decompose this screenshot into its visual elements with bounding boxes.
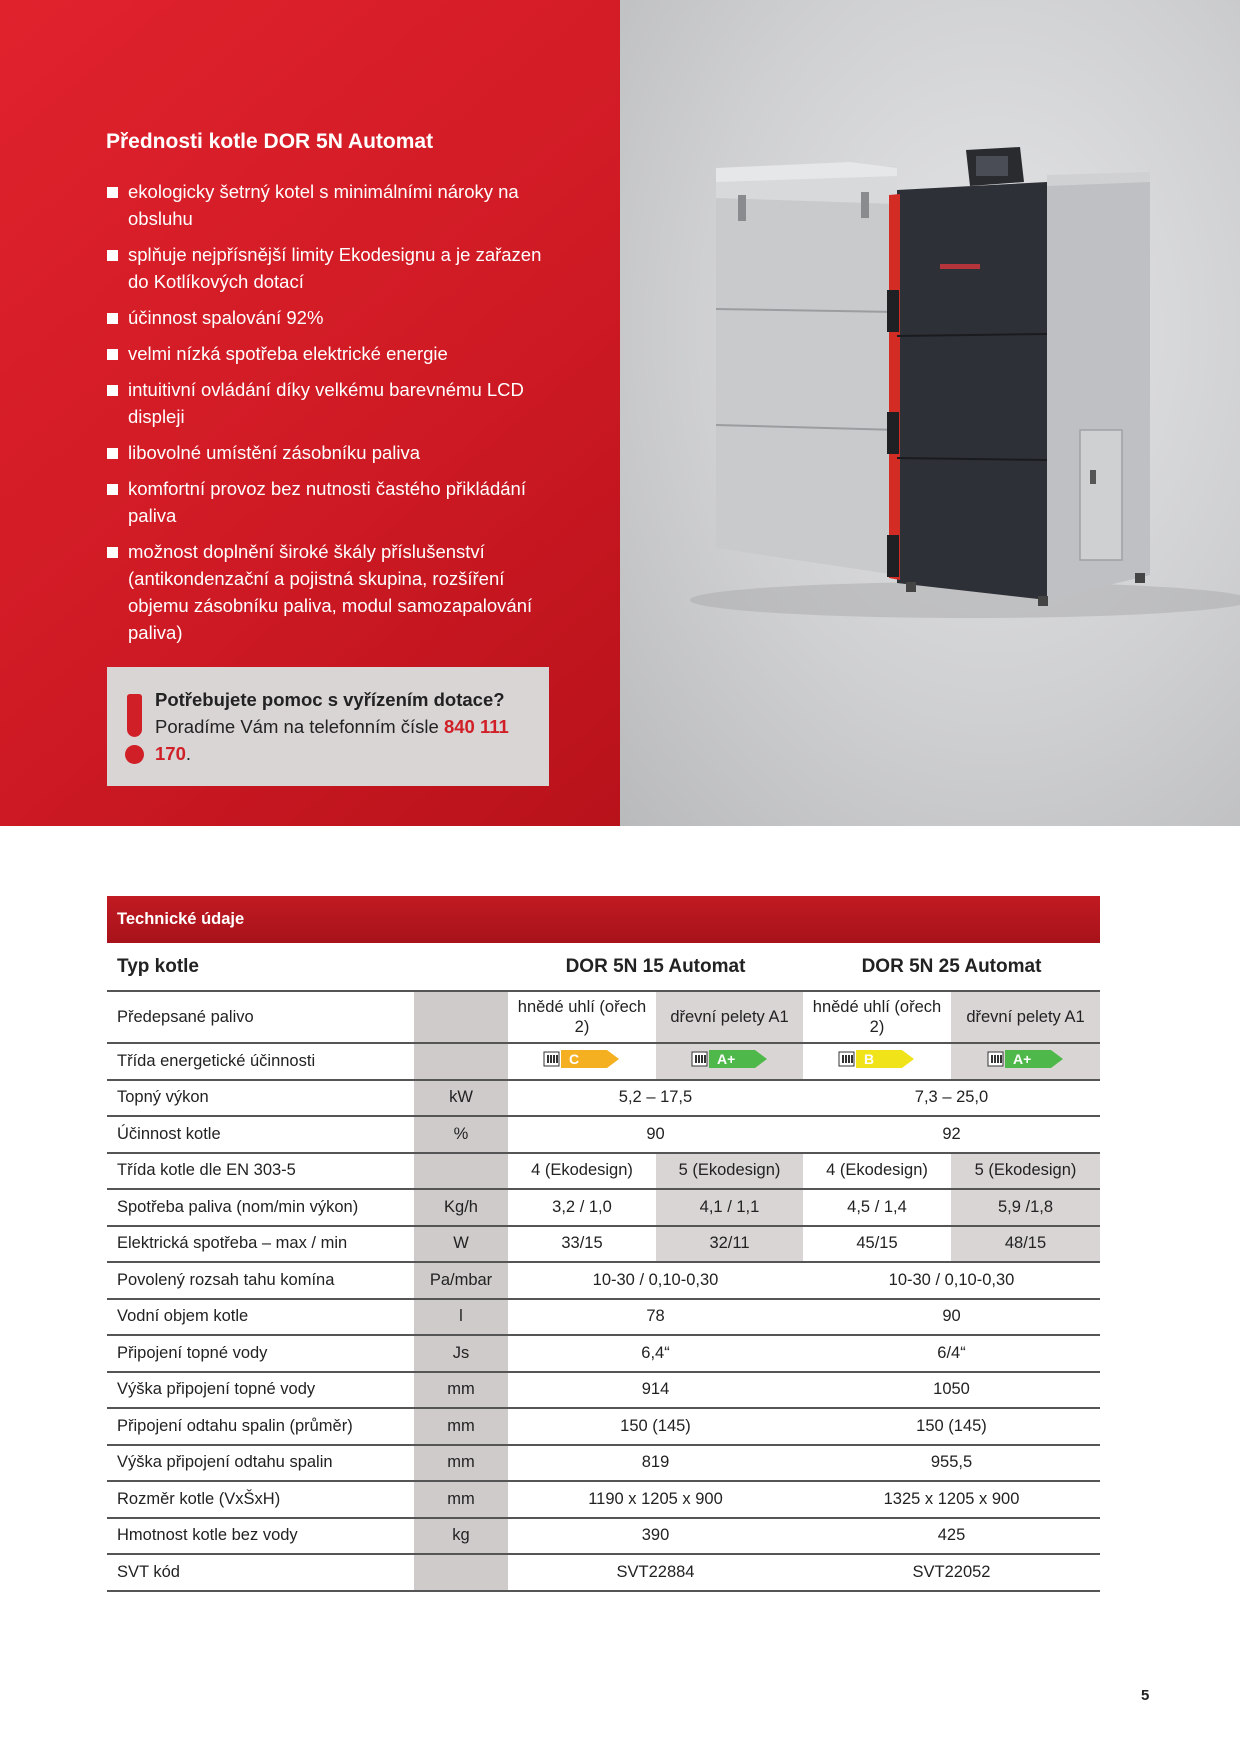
help-question: Potřebujete pomoc s vyřízením dotace? <box>155 689 505 710</box>
list-item: velmi nízká spotřeba elektrické energie <box>106 340 556 367</box>
energy-label-icon-bar <box>553 1055 555 1063</box>
table-row: Připojení topné vody Js 6,4“ 6/4“ <box>107 1335 1100 1372</box>
tech-section-title: Technické údaje <box>107 896 1100 943</box>
table-row: Třída energetické účinnosti C A+ B A+ <box>107 1043 1100 1080</box>
table-row: Spotřeba paliva (nom/min výkon) Kg/h 3,2 / 1,0 4,1 / 1,1 4,5 / 1,4 5,9 /1,8 <box>107 1189 1100 1226</box>
list-item: komfortní provoz bez nutnosti častého přikládání paliva <box>106 475 556 529</box>
table-row: Výška připojení topné vody mm 914 1050 <box>107 1372 1100 1409</box>
table-row: Povolený rozsah tahu komína Pa/mbar 10-30 / 0,10-0,30 10-30 / 0,10-0,30 <box>107 1262 1100 1299</box>
help-callout <box>107 667 549 786</box>
advantages-title: Přednosti kotle DOR 5N Automat <box>106 130 434 153</box>
table-row: Výška připojení odtahu spalin mm 819 955,5 <box>107 1445 1100 1482</box>
square-bullet-icon <box>107 313 118 324</box>
energy-label-icon-bar <box>991 1055 993 1063</box>
advantages-list <box>106 178 556 655</box>
model-header: DOR 5N 15 Automat <box>508 944 803 991</box>
list-item: splňuje nejpřísnější limity Ekodesignu a je zařazen do Kotlíkových dotací <box>106 241 556 295</box>
help-body: Poradíme Vám na telefonním čísle <box>155 716 439 737</box>
exclamation-dot-icon <box>125 745 144 764</box>
square-bullet-icon <box>107 187 118 198</box>
energy-label-icon-bar <box>845 1055 847 1063</box>
table-row: Třída kotle dle EN 303-5 4 (Ekodesign) 5 (Ekodesign) 4 (Ekodesign) 5 (Ekodesign) <box>107 1153 1100 1190</box>
table-row: Připojení odtahu spalin (průměr) mm 150 (145) 150 (145) <box>107 1408 1100 1445</box>
table-row: Rozměr kotle (VxŠxH) mm 1190 x 1205 x 900 1325 x 1205 x 900 <box>107 1481 1100 1518</box>
energy-label-icon-bar <box>851 1055 853 1063</box>
energy-class-text: A+ <box>716 1050 735 1067</box>
energy-label-icon-bar <box>695 1055 697 1063</box>
help-suffix: . <box>185 743 192 764</box>
energy-class-arrow <box>838 1049 916 1069</box>
square-bullet-icon <box>107 547 118 558</box>
energy-class-arrow <box>987 1049 1065 1069</box>
list-item: ekologicky šetrný kotel s minimálními nároky na obsluhu <box>106 178 556 232</box>
square-bullet-icon <box>107 484 118 495</box>
square-bullet-icon <box>107 385 118 396</box>
energy-label-icon-bar <box>704 1055 706 1063</box>
energy-label-badge <box>987 1049 1065 1074</box>
energy-label-icon-bar <box>547 1055 549 1063</box>
model-header: DOR 5N 25 Automat <box>803 944 1100 991</box>
energy-label-icon-bar <box>550 1055 552 1063</box>
energy-class-text: A+ <box>1012 1050 1031 1067</box>
boiler-image <box>620 0 1240 826</box>
energy-label-icon-bar <box>556 1055 558 1063</box>
table-row: SVT kód SVT22884 SVT22052 <box>107 1554 1100 1591</box>
table-row: Vodní objem kotle l 78 90 <box>107 1299 1100 1336</box>
list-item: intuitivní ovládání díky velkému barevnému LCD displeji <box>106 376 556 430</box>
table-row: Účinnost kotle % 90 92 <box>107 1116 1100 1153</box>
col-type-label: Typ kotle <box>107 944 414 991</box>
hero-red-panel <box>0 0 620 826</box>
square-bullet-icon <box>107 349 118 360</box>
list-item: možnost doplnění široké škály příslušenství (antikondenzační a pojistná skupina, rozšíření objemu zásobníku paliva, modul samozapalování paliva) <box>106 538 556 646</box>
help-text <box>155 686 535 767</box>
energy-label-icon-bar <box>994 1055 996 1063</box>
energy-label-badge <box>543 1049 621 1074</box>
help-phone[interactable]: 840 111 170 <box>155 716 509 764</box>
square-bullet-icon <box>107 250 118 261</box>
energy-label-icon-bar <box>701 1055 703 1063</box>
tech-table <box>107 944 1100 1592</box>
product-image-panel <box>620 0 1240 826</box>
energy-class-arrow <box>691 1049 769 1069</box>
list-item: účinnost spalování 92% <box>106 304 556 331</box>
square-bullet-icon <box>107 448 118 459</box>
table-header-row <box>107 944 1100 991</box>
energy-label-badge <box>838 1049 916 1074</box>
energy-label-icon-bar <box>997 1055 999 1063</box>
table-row: Elektrická spotřeba – max / min W 33/15 32/11 45/15 48/15 <box>107 1226 1100 1263</box>
energy-class-text: B <box>864 1050 875 1067</box>
table-row: Topný výkon kW 5,2 – 17,5 7,3 – 25,0 <box>107 1080 1100 1117</box>
table-row: Předepsané palivo hnědé uhlí (ořech 2) dřevní pelety A1 hnědé uhlí (ořech 2) dřevní pelety A1 <box>107 991 1100 1043</box>
exclamation-icon <box>127 694 142 737</box>
energy-class-text: C <box>569 1050 580 1067</box>
energy-class-arrow <box>543 1049 621 1069</box>
energy-label-icon-bar <box>848 1055 850 1063</box>
energy-label-icon-bar <box>698 1055 700 1063</box>
energy-label-icon-bar <box>1000 1055 1002 1063</box>
page-number: 5 <box>1141 1687 1150 1704</box>
energy-label-icon-bar <box>842 1055 844 1063</box>
table-row: Hmotnost kotle bez vody kg 390 425 <box>107 1518 1100 1555</box>
list-item: libovolné umístění zásobníku paliva <box>106 439 556 466</box>
energy-label-badge <box>691 1049 769 1074</box>
